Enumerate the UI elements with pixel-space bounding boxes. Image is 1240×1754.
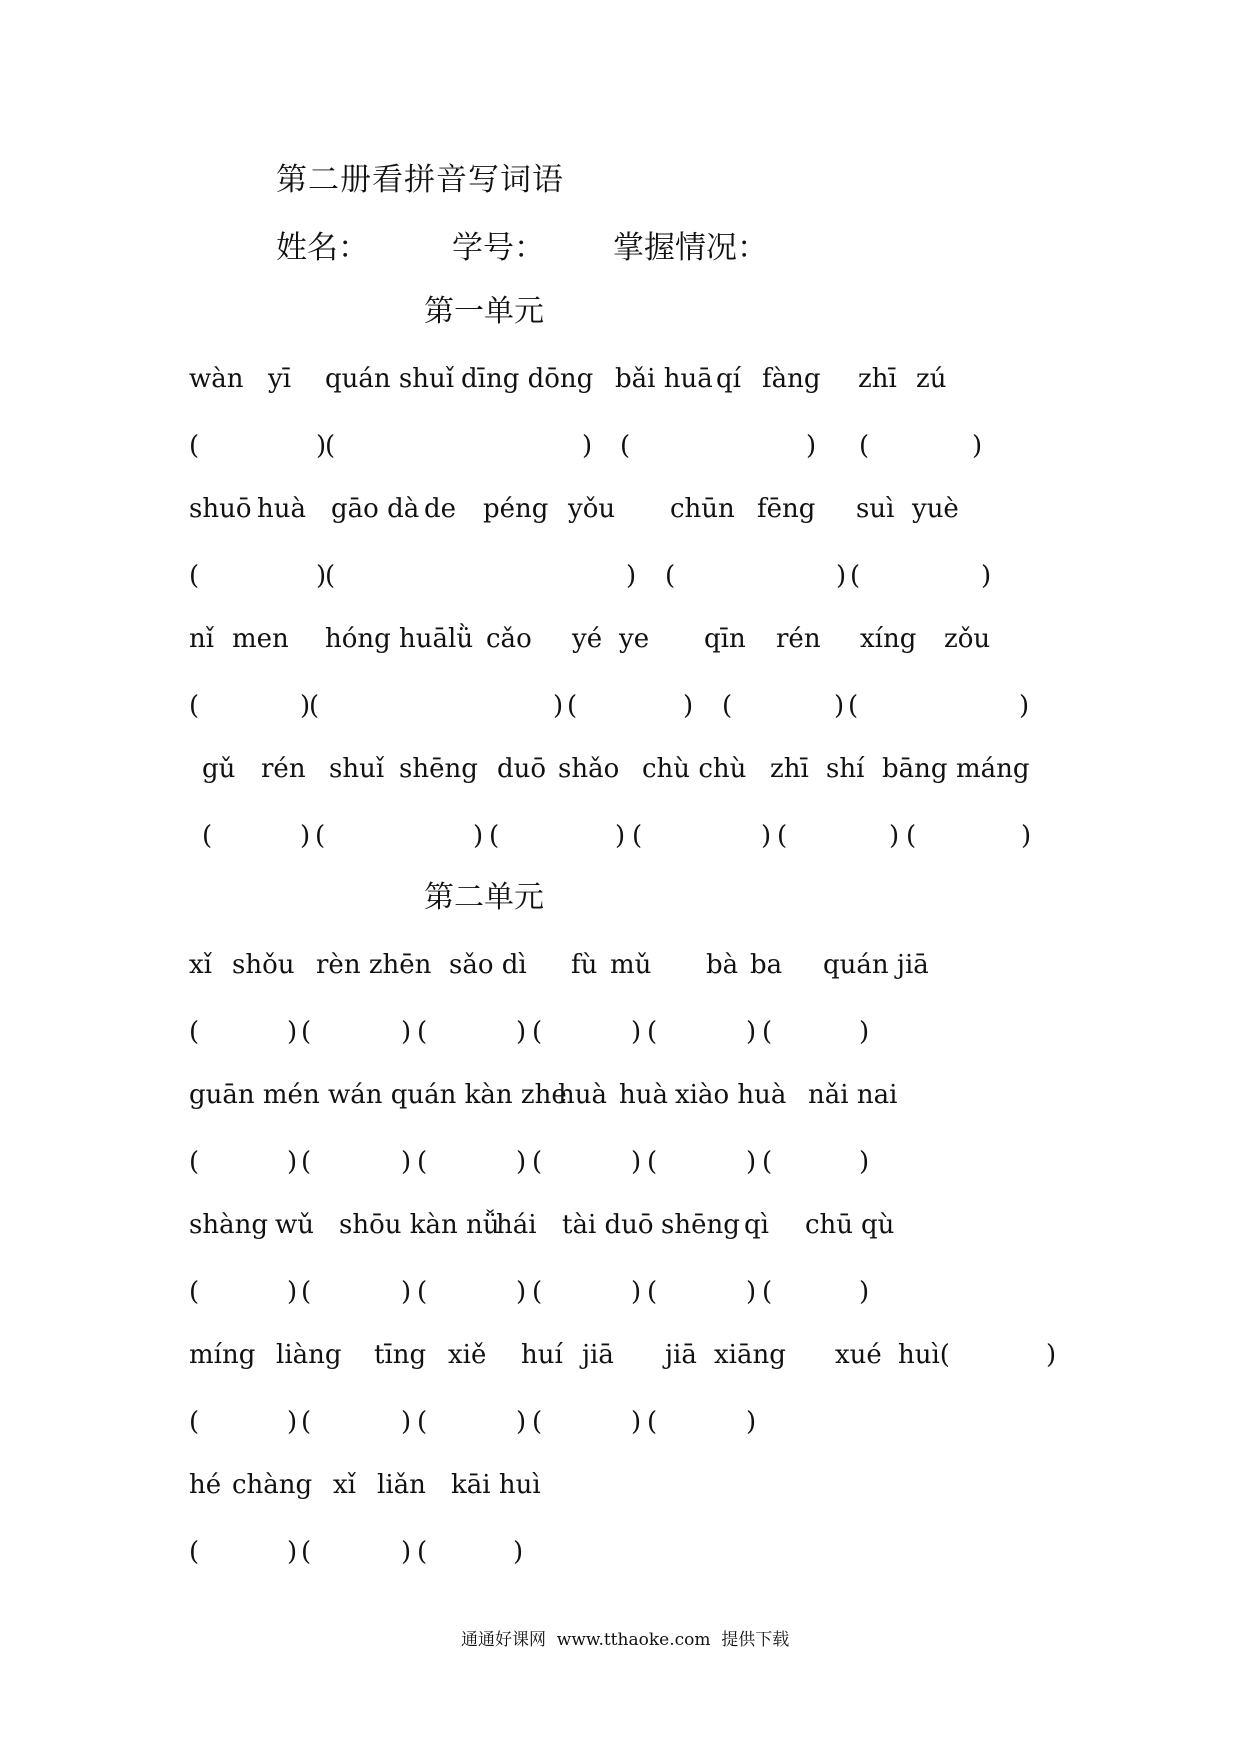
pinyin-word: zú — [916, 364, 947, 394]
pinyin-word: yī — [268, 364, 292, 394]
pinyin-word: wǔ — [275, 1210, 314, 1240]
close-bracket: ) — [300, 821, 311, 851]
pinyin-word: zhī — [770, 754, 809, 784]
pinyin-word: bāng — [882, 754, 948, 784]
close-bracket: ) — [401, 1017, 412, 1047]
open-bracket: ( — [906, 821, 917, 851]
pinyin-word: tīng — [374, 1340, 427, 1370]
pinyin-word: ye — [619, 624, 650, 654]
open-bracket: ( — [647, 1017, 658, 1047]
open-bracket: ( — [647, 1147, 658, 1177]
open-bracket: ( — [647, 1277, 658, 1307]
close-bracket: ) — [746, 1017, 757, 1047]
open-bracket: ( — [762, 1277, 773, 1307]
open-bracket: ( — [189, 1537, 200, 1567]
pinyin-word: rén — [776, 624, 821, 654]
pinyin-word: xiāng — [714, 1340, 786, 1370]
pinyin-word: shuǐ — [329, 754, 385, 784]
close-bracket: ) — [631, 1277, 642, 1307]
close-bracket: ) — [859, 1277, 870, 1307]
close-bracket: ) — [626, 561, 637, 591]
pinyin-word: shí — [826, 754, 865, 784]
close-bracket: ) — [300, 691, 311, 721]
pinyin-word: chū — [805, 1210, 854, 1240]
close-bracket: ) — [287, 1277, 298, 1307]
pinyin-word: shēng — [661, 1210, 740, 1240]
pinyin-word: míng — [189, 1340, 256, 1370]
pinyin-word: shōu kàn nǚ — [339, 1210, 500, 1240]
close-bracket: ) — [287, 1017, 298, 1047]
pinyin-word: bà — [706, 950, 739, 980]
pinyin-word: fēng — [757, 494, 816, 524]
close-bracket: ) — [516, 1407, 527, 1437]
pinyin-word: xiě — [448, 1340, 487, 1370]
pinyin-word: guān mén wán quán kàn zhe — [189, 1080, 567, 1110]
close-bracket: ) — [836, 561, 847, 591]
pinyin-word: hái — [496, 1210, 537, 1240]
close-bracket: ) — [287, 1537, 298, 1567]
pinyin-word: yé — [572, 624, 603, 654]
close-bracket: ) — [513, 1537, 524, 1567]
pinyin-word: chūn — [670, 494, 735, 524]
unit2-heading: 第二单元 — [424, 880, 544, 915]
pinyin-word: yuè — [912, 494, 959, 524]
close-bracket: ) — [746, 1147, 757, 1177]
close-bracket: ) — [1021, 821, 1032, 851]
close-bracket: ) — [806, 431, 817, 461]
open-bracket: ( — [189, 1407, 200, 1437]
close-bracket: ) — [316, 431, 327, 461]
open-bracket: ( — [189, 1277, 200, 1307]
open-bracket: ( — [315, 821, 326, 851]
open-bracket: ( — [489, 821, 500, 851]
pinyin-word: cǎo — [486, 624, 532, 654]
close-bracket: ) — [401, 1407, 412, 1437]
pinyin-word: qí — [716, 364, 741, 394]
close-bracket: ) — [889, 821, 900, 851]
pinyin-word: wàn — [189, 364, 244, 394]
close-bracket: ) — [834, 691, 845, 721]
close-bracket: ) — [401, 1537, 412, 1567]
pinyin-word: shēng — [399, 754, 478, 784]
open-bracket: ( — [647, 1407, 658, 1437]
pinyin-word: bǎi huā — [615, 364, 713, 394]
open-bracket: ( — [567, 691, 578, 721]
pinyin-word: qù — [861, 1210, 895, 1240]
close-bracket: ) — [516, 1277, 527, 1307]
close-bracket: ) — [553, 691, 564, 721]
close-bracket: ) — [1019, 691, 1030, 721]
close-bracket: ) — [1046, 1340, 1057, 1370]
pinyin-word: kāi huì — [451, 1470, 541, 1500]
close-bracket: ) — [615, 821, 626, 851]
open-bracket: ( — [417, 1537, 428, 1567]
pinyin-word: shǎo — [558, 754, 620, 784]
pinyin-word: de — [424, 494, 457, 524]
pinyin-word: xiào huà — [675, 1080, 787, 1110]
open-bracket: ( — [417, 1017, 428, 1047]
pinyin-word: ba — [750, 950, 783, 980]
close-bracket: ) — [401, 1147, 412, 1177]
close-bracket: ) — [582, 431, 593, 461]
pinyin-word: fàng — [762, 364, 821, 394]
pinyin-word: shuō — [189, 494, 252, 524]
close-bracket: ) — [746, 1277, 757, 1307]
close-bracket: ) — [631, 1407, 642, 1437]
close-bracket: ) — [761, 821, 772, 851]
open-bracket: ( — [301, 1277, 312, 1307]
close-bracket: ) — [746, 1407, 757, 1437]
open-bracket: ( — [850, 561, 861, 591]
close-bracket: ) — [516, 1147, 527, 1177]
pinyin-word: jiā — [665, 1340, 697, 1370]
pinyin-word: rèn zhēn — [316, 950, 432, 980]
pinyin-word: liǎn — [377, 1470, 426, 1500]
close-bracket: ) — [473, 821, 484, 851]
pinyin-word: huí — [521, 1340, 563, 1370]
pinyin-word: hé — [189, 1470, 222, 1500]
close-bracket: ) — [859, 1147, 870, 1177]
name-label: 姓名： — [276, 230, 369, 266]
open-bracket: ( — [632, 821, 643, 851]
close-bracket: ) — [972, 431, 983, 461]
open-bracket: ( — [309, 691, 320, 721]
page-title: 第二册看拼音写词语 — [276, 162, 564, 198]
close-bracket: ) — [631, 1147, 642, 1177]
open-bracket: ( — [777, 821, 788, 851]
open-bracket: ( — [859, 431, 870, 461]
open-bracket: ( — [532, 1277, 543, 1307]
close-bracket: ) — [287, 1407, 298, 1437]
open-bracket: ( — [189, 431, 200, 461]
open-bracket: ( — [325, 561, 336, 591]
pinyin-word: chù chù — [642, 754, 747, 784]
open-bracket: ( — [325, 431, 336, 461]
pinyin-word: gāo dà — [331, 494, 420, 524]
footer-credit: 通通好课网 www.tthaoke.com 提供下载 — [461, 1630, 790, 1650]
open-bracket: ( — [532, 1407, 543, 1437]
pinyin-word: xǐ — [333, 1470, 356, 1500]
close-bracket: ) — [287, 1147, 298, 1177]
open-bracket: ( — [417, 1147, 428, 1177]
open-bracket: ( — [620, 431, 631, 461]
close-bracket: ) — [631, 1017, 642, 1047]
open-bracket: ( — [301, 1537, 312, 1567]
close-bracket: ) — [316, 561, 327, 591]
pinyin-word: men — [232, 624, 289, 654]
pinyin-word: mǔ — [610, 950, 652, 980]
pinyin-word: quán shuǐ — [325, 364, 455, 394]
pinyin-word: nǎi nai — [808, 1080, 898, 1110]
close-bracket: ) — [981, 561, 992, 591]
open-bracket: ( — [301, 1017, 312, 1047]
unit1-heading: 第一单元 — [424, 294, 544, 329]
pinyin-word: quán jiā — [823, 950, 929, 980]
pinyin-word: jiā — [582, 1340, 614, 1370]
open-bracket: ( — [189, 561, 200, 591]
pinyin-word: yǒu — [568, 494, 616, 524]
pinyin-word: qīn — [704, 624, 746, 654]
pinyin-word: chàng — [232, 1470, 313, 1500]
pinyin-word: máng — [956, 754, 1030, 784]
pinyin-word: fù — [571, 950, 598, 980]
pinyin-word: xué — [835, 1340, 882, 1370]
open-bracket: ( — [665, 561, 676, 591]
pinyin-word: liàng — [276, 1340, 342, 1370]
pinyin-word: shǒu — [232, 950, 295, 980]
pinyin-word: huì( — [898, 1340, 950, 1370]
pinyin-word: xǐ — [189, 950, 212, 980]
pinyin-word: sǎo dì — [449, 950, 527, 980]
pinyin-word: huà — [558, 1080, 607, 1110]
open-bracket: ( — [417, 1277, 428, 1307]
pinyin-word: lǜ — [448, 624, 474, 654]
pinyin-word: zhī — [858, 364, 897, 394]
pinyin-word: nǐ — [189, 624, 215, 654]
pinyin-word: tài duō — [562, 1210, 654, 1240]
open-bracket: ( — [189, 1017, 200, 1047]
mastery-label: 掌握情况： — [613, 230, 768, 266]
close-bracket: ) — [401, 1277, 412, 1307]
pinyin-word: zǒu — [944, 624, 991, 654]
pinyin-word: qì — [744, 1210, 769, 1240]
pinyin-word: huà — [619, 1080, 668, 1110]
open-bracket: ( — [762, 1017, 773, 1047]
pinyin-word: gǔ — [202, 754, 236, 784]
pinyin-word: hóng huā — [325, 624, 449, 654]
pinyin-word: huà — [257, 494, 306, 524]
open-bracket: ( — [532, 1017, 543, 1047]
open-bracket: ( — [301, 1407, 312, 1437]
open-bracket: ( — [189, 691, 200, 721]
open-bracket: ( — [848, 691, 859, 721]
pinyin-word: shàng — [189, 1210, 268, 1240]
pinyin-word: péng — [483, 494, 549, 524]
close-bracket: ) — [683, 691, 694, 721]
open-bracket: ( — [301, 1147, 312, 1177]
open-bracket: ( — [202, 821, 213, 851]
open-bracket: ( — [417, 1407, 428, 1437]
open-bracket: ( — [532, 1147, 543, 1177]
open-bracket: ( — [762, 1147, 773, 1177]
close-bracket: ) — [516, 1017, 527, 1047]
pinyin-word: rén — [261, 754, 306, 784]
pinyin-word: xíng — [860, 624, 917, 654]
pinyin-word: duō — [497, 754, 547, 784]
pinyin-word: dīng dōng — [461, 364, 594, 394]
close-bracket: ) — [859, 1017, 870, 1047]
student-id-label: 学号： — [452, 230, 545, 266]
open-bracket: ( — [189, 1147, 200, 1177]
open-bracket: ( — [722, 691, 733, 721]
pinyin-word: suì — [856, 494, 895, 524]
